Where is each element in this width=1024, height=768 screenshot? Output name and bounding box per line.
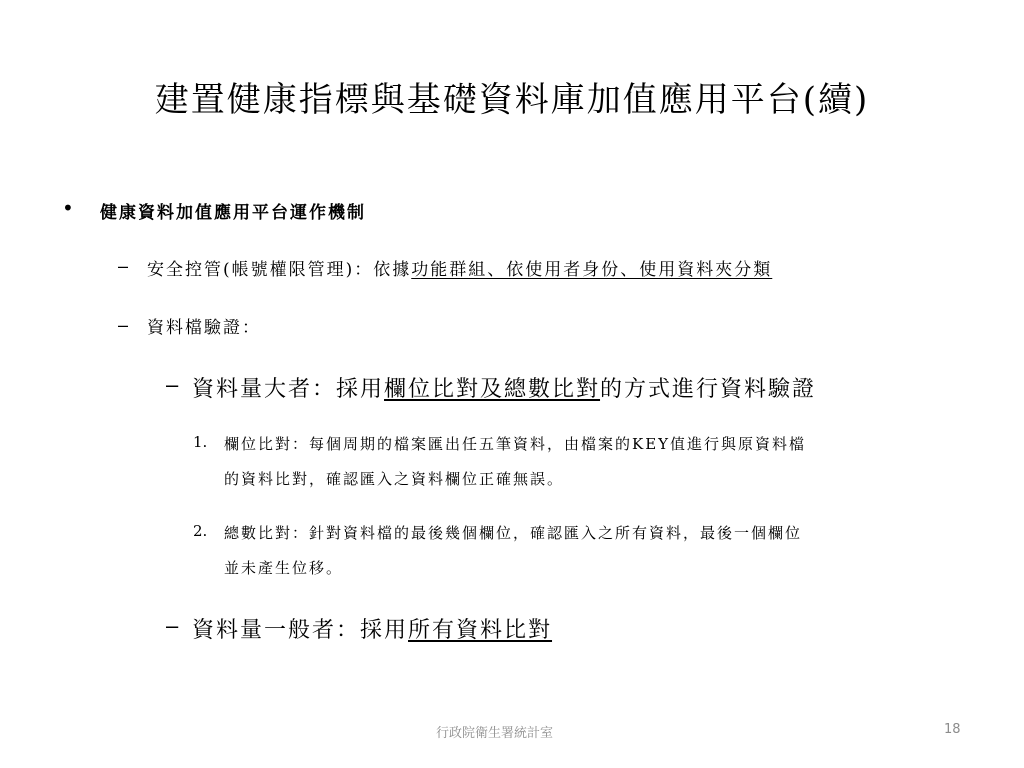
item-security-underlined: 功能群組、依使用者身份、使用資料夾分類 (411, 260, 773, 280)
dash-icon: – (166, 613, 179, 638)
dash-icon: – (118, 256, 129, 276)
point-1-number: 1. (193, 433, 208, 451)
footer-organization: 行政院衛生署統計室 (436, 726, 554, 741)
item-general-data (192, 613, 552, 644)
item-large-data (192, 372, 816, 403)
point-1-line-2: 的資料比對，確認匯入之資料欄位正確無誤。 (224, 470, 565, 488)
slide-title: 建置健康指標與基礎資料庫加值應用平台(續) (154, 80, 870, 120)
point-1-line-1: 欄位比對：每個周期的檔案匯出任五筆資料，由檔案的KEY值進行與原資料檔 (224, 435, 807, 453)
item-security-prefix: 安全控管(帳號權限管理)：依據 (147, 260, 412, 280)
item-large-data-underlined: 欄位比對及總數比對 (384, 377, 601, 402)
point-2-number: 2. (193, 522, 208, 540)
dash-icon: – (118, 315, 129, 335)
bullet-icon: • (62, 196, 74, 220)
item-large-data-suffix: 的方式進行資料驗證 (600, 377, 817, 402)
dash-icon: – (166, 372, 179, 397)
point-2-line-2: 並未產生位移。 (224, 559, 344, 577)
heading-operation-mechanism: 健康資料加值應用平台運作機制 (100, 203, 366, 223)
point-2-line-1: 總數比對：針對資料檔的最後幾個欄位，確認匯入之所有資料，最後一個欄位 (224, 524, 803, 542)
item-data-verification: 資料檔驗證： (147, 318, 261, 338)
item-general-data-underlined: 所有資料比對 (408, 618, 553, 643)
item-general-data-prefix: 資料量一般者：採用 (192, 618, 409, 643)
slide-number: 18 (944, 722, 961, 737)
item-large-data-prefix: 資料量大者：採用 (192, 377, 385, 402)
item-security (147, 255, 772, 280)
